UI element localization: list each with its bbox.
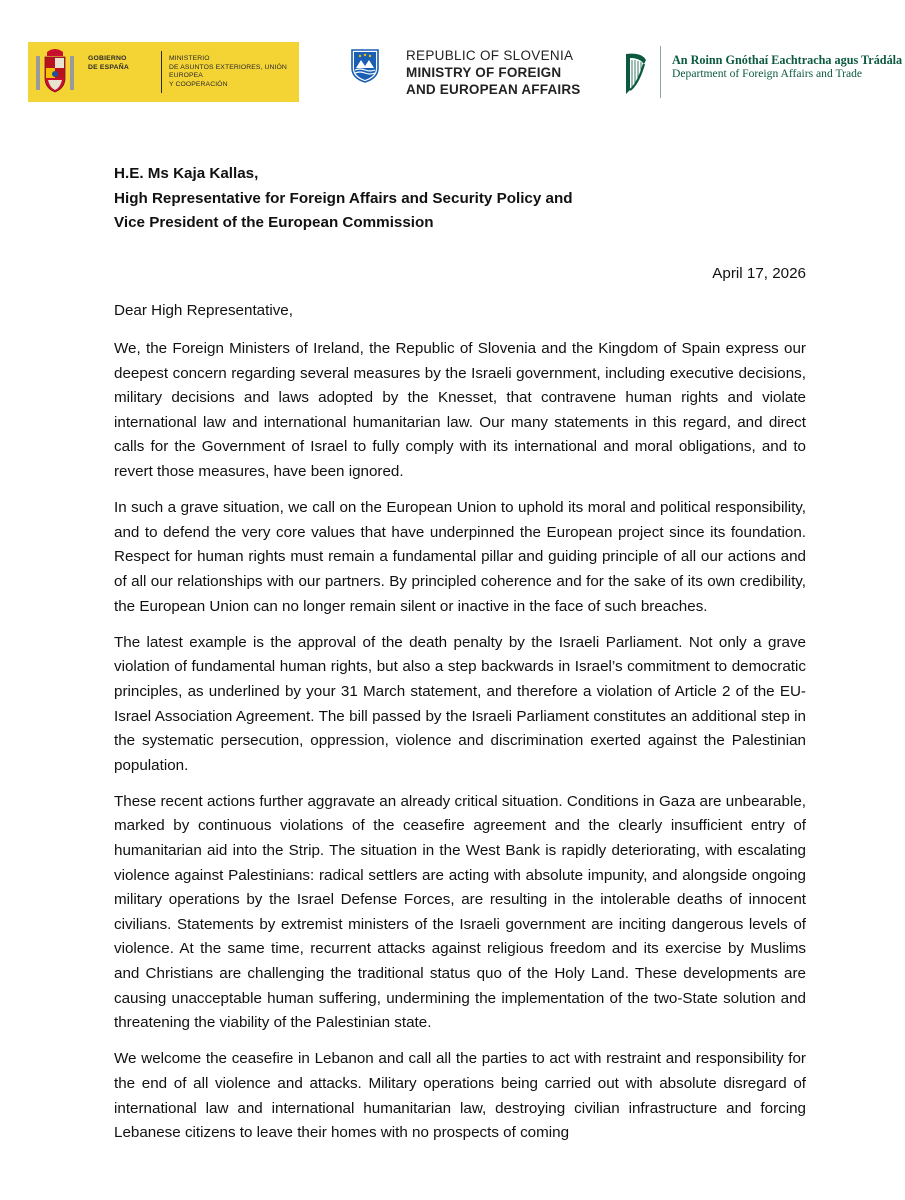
salutation: Dear High Representative, [114, 302, 293, 319]
ireland-english-name: Department of Foreign Affairs and Trade [672, 67, 863, 80]
slovenia-ministry-logo [350, 46, 590, 102]
letterhead [0, 0, 905, 120]
slovenia-ministry-label-1: MINISTRY OF FOREIGN [406, 65, 562, 80]
body-paragraph: The latest example is the approval of the death penalty by the Israeli Parliament. Not only a grave violation of fundamental human rights, but also a step backwards in Israel’s commitment to democratic principles, as underlined by your 31 March statement, and therefore a violation of Article 2 of the EU-Israel Association Agreement. The bill passed by the Israeli Parliament constitutes an additional step in the systematic persecution, oppression, violence and discrimination exerted against the Palestinian population. [114, 633, 806, 774]
harp-icon [620, 50, 650, 96]
slovenia-ministry-text [406, 48, 590, 98]
addressee-title-2: Vice President of the European Commission [114, 214, 434, 231]
ireland-department-text [672, 53, 902, 81]
ireland-logo-divider [660, 46, 661, 98]
ireland-irish-name: An Roinn Gnóthaí Eachtracha agus Trádála [672, 53, 903, 67]
body-paragraph: These recent actions further aggravate an already critical situation. Conditions in Gaza are unbearable, marked by continuous violations of the ceasefire agreement and the clearly insufficient entry of humanitarian aid into the Strip. The situation in the West Bank is rapidly deteriorating, with escalating violence against Palestinians: radical settlers are acting with absolute impunity, and alongside ongoing military operations by the Israel Defense Forces, are resulting in the intolerable deaths of innocent civilians. Statements by extremist ministers of the Israeli government are inciting dangerous levels of violence. At the same time, recurrent attacks against religious freedom and its exercise by Muslims and Christians are challenging the traditional status quo of the Holy Land. These developments are causing unacceptable human suffering, undermining the implementation of the two-State solution and threatening the viability of the Palestinian state. [114, 792, 806, 1032]
spain-government-label: GOBIERNO DE ESPAÑA [88, 55, 129, 71]
slovenia-crest-icon [350, 48, 380, 84]
spain-ministry-logo [28, 42, 299, 102]
spain-coat-of-arms-icon [34, 46, 76, 98]
slovenia-republic-label: REPUBLIC OF SLOVENIA [406, 48, 574, 63]
body-paragraph: We welcome the ceasefire in Lebanon and call all the parties to act with restraint and responsibility for the end of all violence and attacks. Military operations being carried out with absolute disregard of international law and international humanitarian law, destroying civilian infrastructure and forcing Lebanese citizens to leave their homes with no prospects of coming [114, 1050, 806, 1142]
spain-logo-divider [161, 51, 162, 93]
addressee-name: H.E. Ms Kaja Kallas, [114, 165, 259, 182]
body-paragraph: In such a grave situation, we call on the European Union to uphold its moral and political responsibility, and to defend the very core values that have underpinned the European project since its foundation. Respect for human rights must remain a fundamental pillar and guiding principle of all our actions and of all our relationships with our partners. By principled coherence and for the sake of its own credibility, the European Union can no longer remain silent or inactive in the face of such breaches. [114, 499, 806, 615]
ireland-department-logo [620, 44, 903, 102]
addressee-title-1: High Representative for Foreign Affairs and Security Policy and [114, 189, 573, 207]
slovenia-ministry-label-2: AND EUROPEAN AFFAIRS [406, 82, 581, 97]
letter-date: April 17, 2026 [712, 265, 806, 282]
body-paragraph: We, the Foreign Ministers of Ireland, the Republic of Slovenia and the Kingdom of Spain express our deepest concern regarding several measures by the Israeli government, including executive decisions, military decisions and laws adopted by the Knesset, that contravene human rights and violate international law and international humanitarian law. Our many statements in this regard, and direct calls for the Government of Israel to fully comply with its international and moral obligations, and to revert those measures, have been ignored. [114, 340, 806, 480]
addressee-block [114, 162, 573, 236]
letter-body [114, 337, 806, 1157]
spain-ministry-label: MINISTERIO DE ASUNTOS EXTERIORES, UNIÓN EUROPEA Y COOPERACIÓN [169, 55, 287, 88]
